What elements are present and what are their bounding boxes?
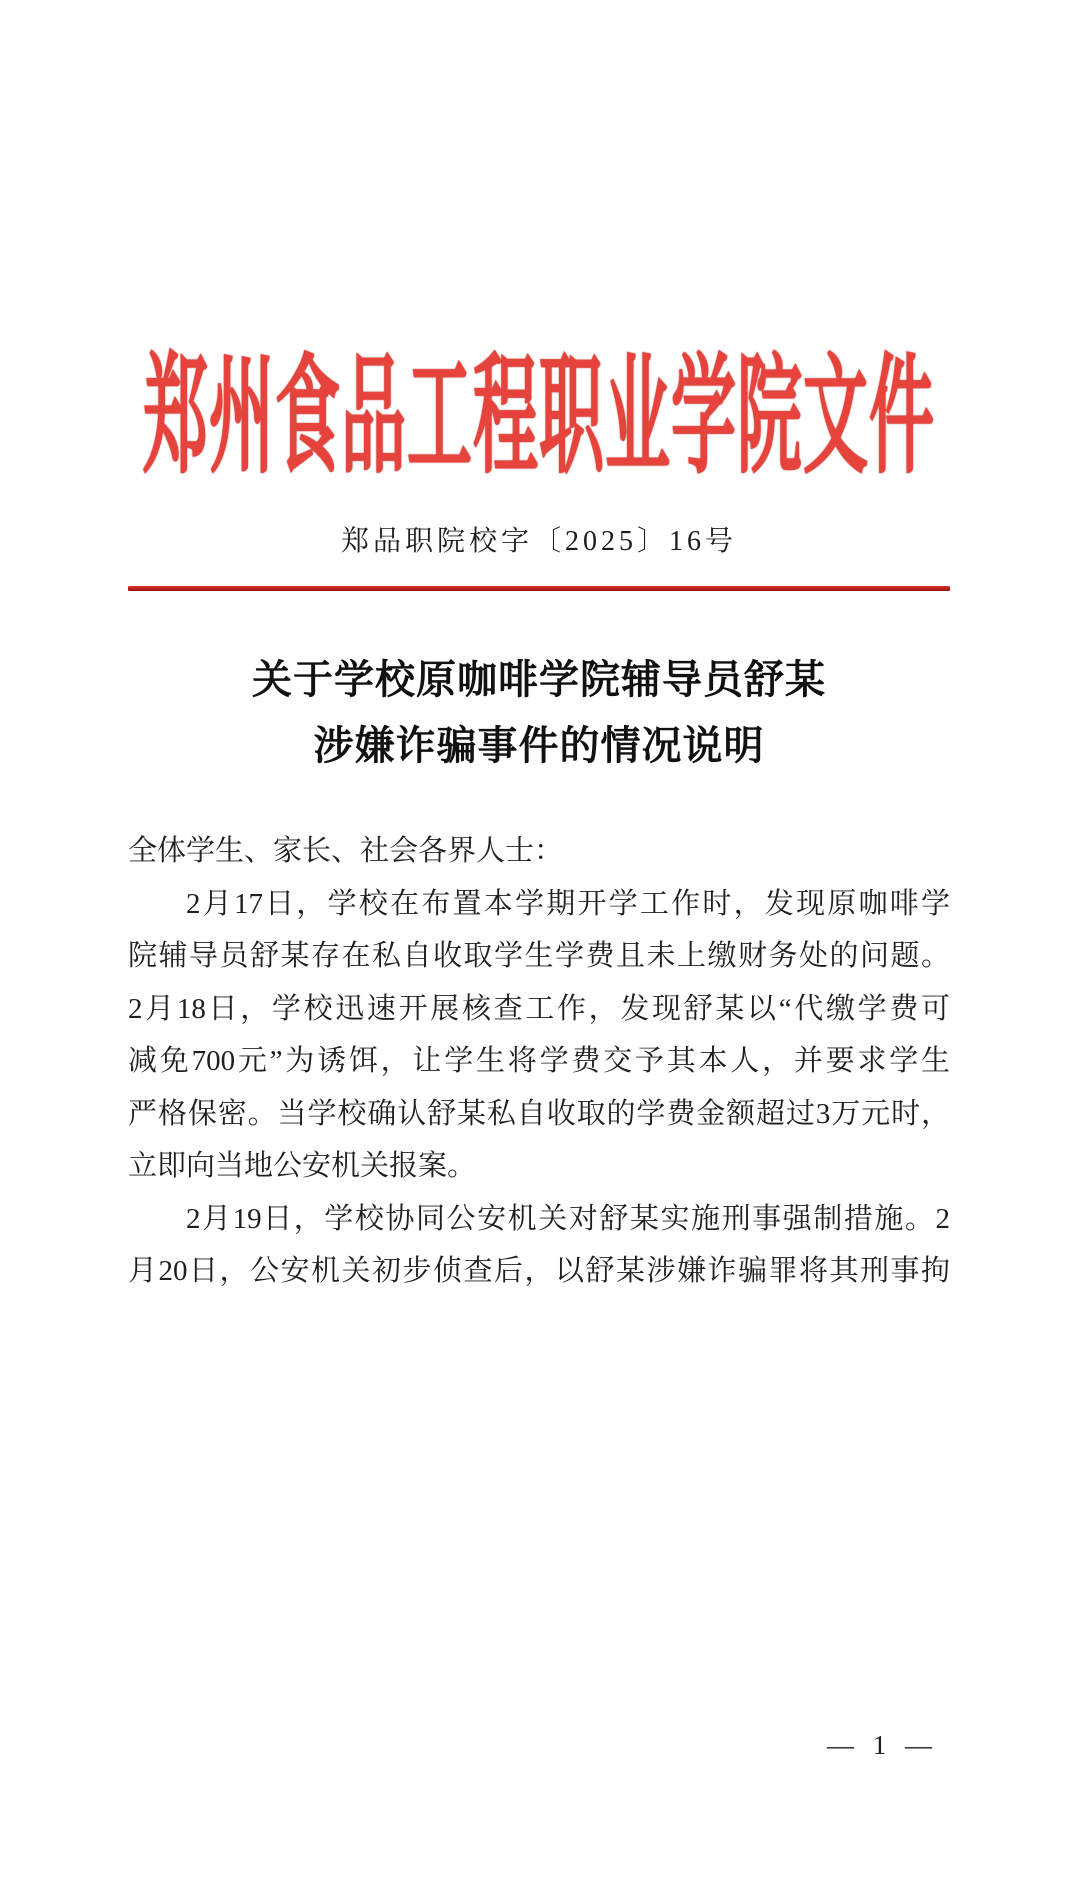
body-line: 2月19日，学校协同公安机关对舒某实施刑事强制措施。2 bbox=[186, 1202, 950, 1235]
document-title-line-1: 关于学校原咖啡学院辅导员舒某 bbox=[252, 657, 826, 702]
body-line: 月20日，公安机关初步侦查后，以舒某涉嫌诈骗罪将其刑事拘 bbox=[128, 1255, 950, 1287]
document-title-line-2: 涉嫌诈骗事件的情况说明 bbox=[313, 723, 765, 768]
body-line: 立即向当地公安机关报案。 bbox=[128, 1150, 477, 1182]
letterhead bbox=[128, 330, 950, 491]
page-number: — 1 — bbox=[827, 1730, 938, 1760]
body-line: 严格保密。当学校确认舒某私自收取的学费金额超过3万元时， bbox=[128, 1097, 950, 1130]
body-line: 2月17日，学校在布置本学期开学工作时，发现原咖啡学 bbox=[186, 887, 950, 920]
document-body bbox=[128, 825, 950, 1298]
body-line: 2月18日，学校迅速开展核查工作，发现舒某以“代缴学费可 bbox=[128, 992, 950, 1025]
red-divider-line bbox=[128, 586, 950, 591]
document-number: 郑品职院校字〔2025〕16号 bbox=[340, 526, 737, 557]
body-line: 院辅导员舒某存在私自收取学生学费且未上缴财务处的问题。 bbox=[128, 940, 950, 972]
document-title bbox=[128, 647, 950, 779]
body-line-salutation: 全体学生、家长、社会各界人士： bbox=[128, 835, 564, 867]
body-line: 减免700元”为诱饵，让学生将学费交予其本人，并要求学生 bbox=[128, 1045, 950, 1077]
letterhead-title: 郑州食品工程职业学院文件 bbox=[142, 347, 935, 491]
document-page bbox=[0, 330, 1080, 1878]
